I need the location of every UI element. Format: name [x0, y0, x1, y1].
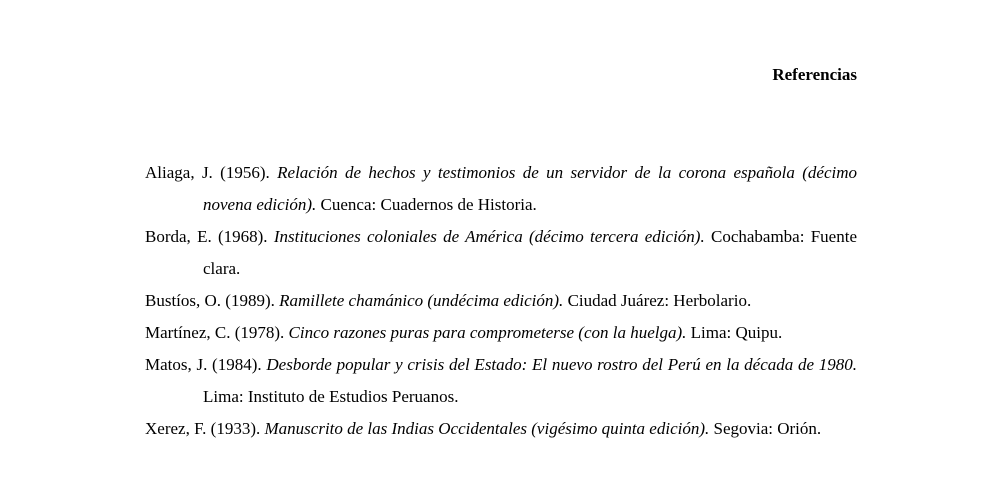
reference-author-year: Bustíos, O. (1989).	[145, 291, 275, 310]
reference-publisher: Lima: Quipu.	[690, 323, 783, 342]
reference-publisher: Cuenca: Cuadernos de Historia.	[320, 195, 537, 214]
reference-title: Instituciones coloniales de América (décimo tercera edición).	[273, 227, 705, 246]
reference-title: Cinco razones puras para comprometerse (con la huelga).	[288, 323, 687, 342]
reference-publisher: Ciudad Juárez: Herbolario.	[567, 291, 752, 310]
reference-item	[145, 317, 857, 349]
reference-author-year: Aliaga, J. (1956).	[145, 163, 270, 182]
reference-item	[145, 413, 857, 445]
reference-item	[145, 349, 857, 413]
reference-title: Desborde popular y crisis del Estado: El nuevo rostro del Perú en la década de 1980.	[266, 355, 858, 374]
reference-title: Relación de hechos y testimonios de un servidor de la corona española (décimo novena edición).	[203, 163, 858, 214]
reference-title: Ramillete chamánico (undécima edición).	[279, 291, 564, 310]
reference-item	[145, 285, 857, 317]
reference-title: Manuscrito de las Indias Occidentales (vigésimo quinta edición).	[264, 419, 710, 438]
reference-item	[145, 221, 857, 285]
page-title: Referencias	[772, 65, 857, 84]
reference-publisher: Segovia: Orión.	[713, 419, 822, 438]
reference-list	[145, 157, 857, 445]
reference-author-year: Matos, J. (1984).	[145, 355, 262, 374]
reference-author-year: Martínez, C. (1978).	[145, 323, 285, 342]
reference-publisher: Cochabamba: Fuente clara.	[203, 227, 857, 278]
reference-publisher: Lima: Instituto de Estudios Peruanos.	[203, 387, 459, 406]
reference-author-year: Borda, E. (1968).	[145, 227, 268, 246]
reference-author-year: Xerez, F. (1933).	[145, 419, 261, 438]
reference-item	[145, 157, 857, 221]
